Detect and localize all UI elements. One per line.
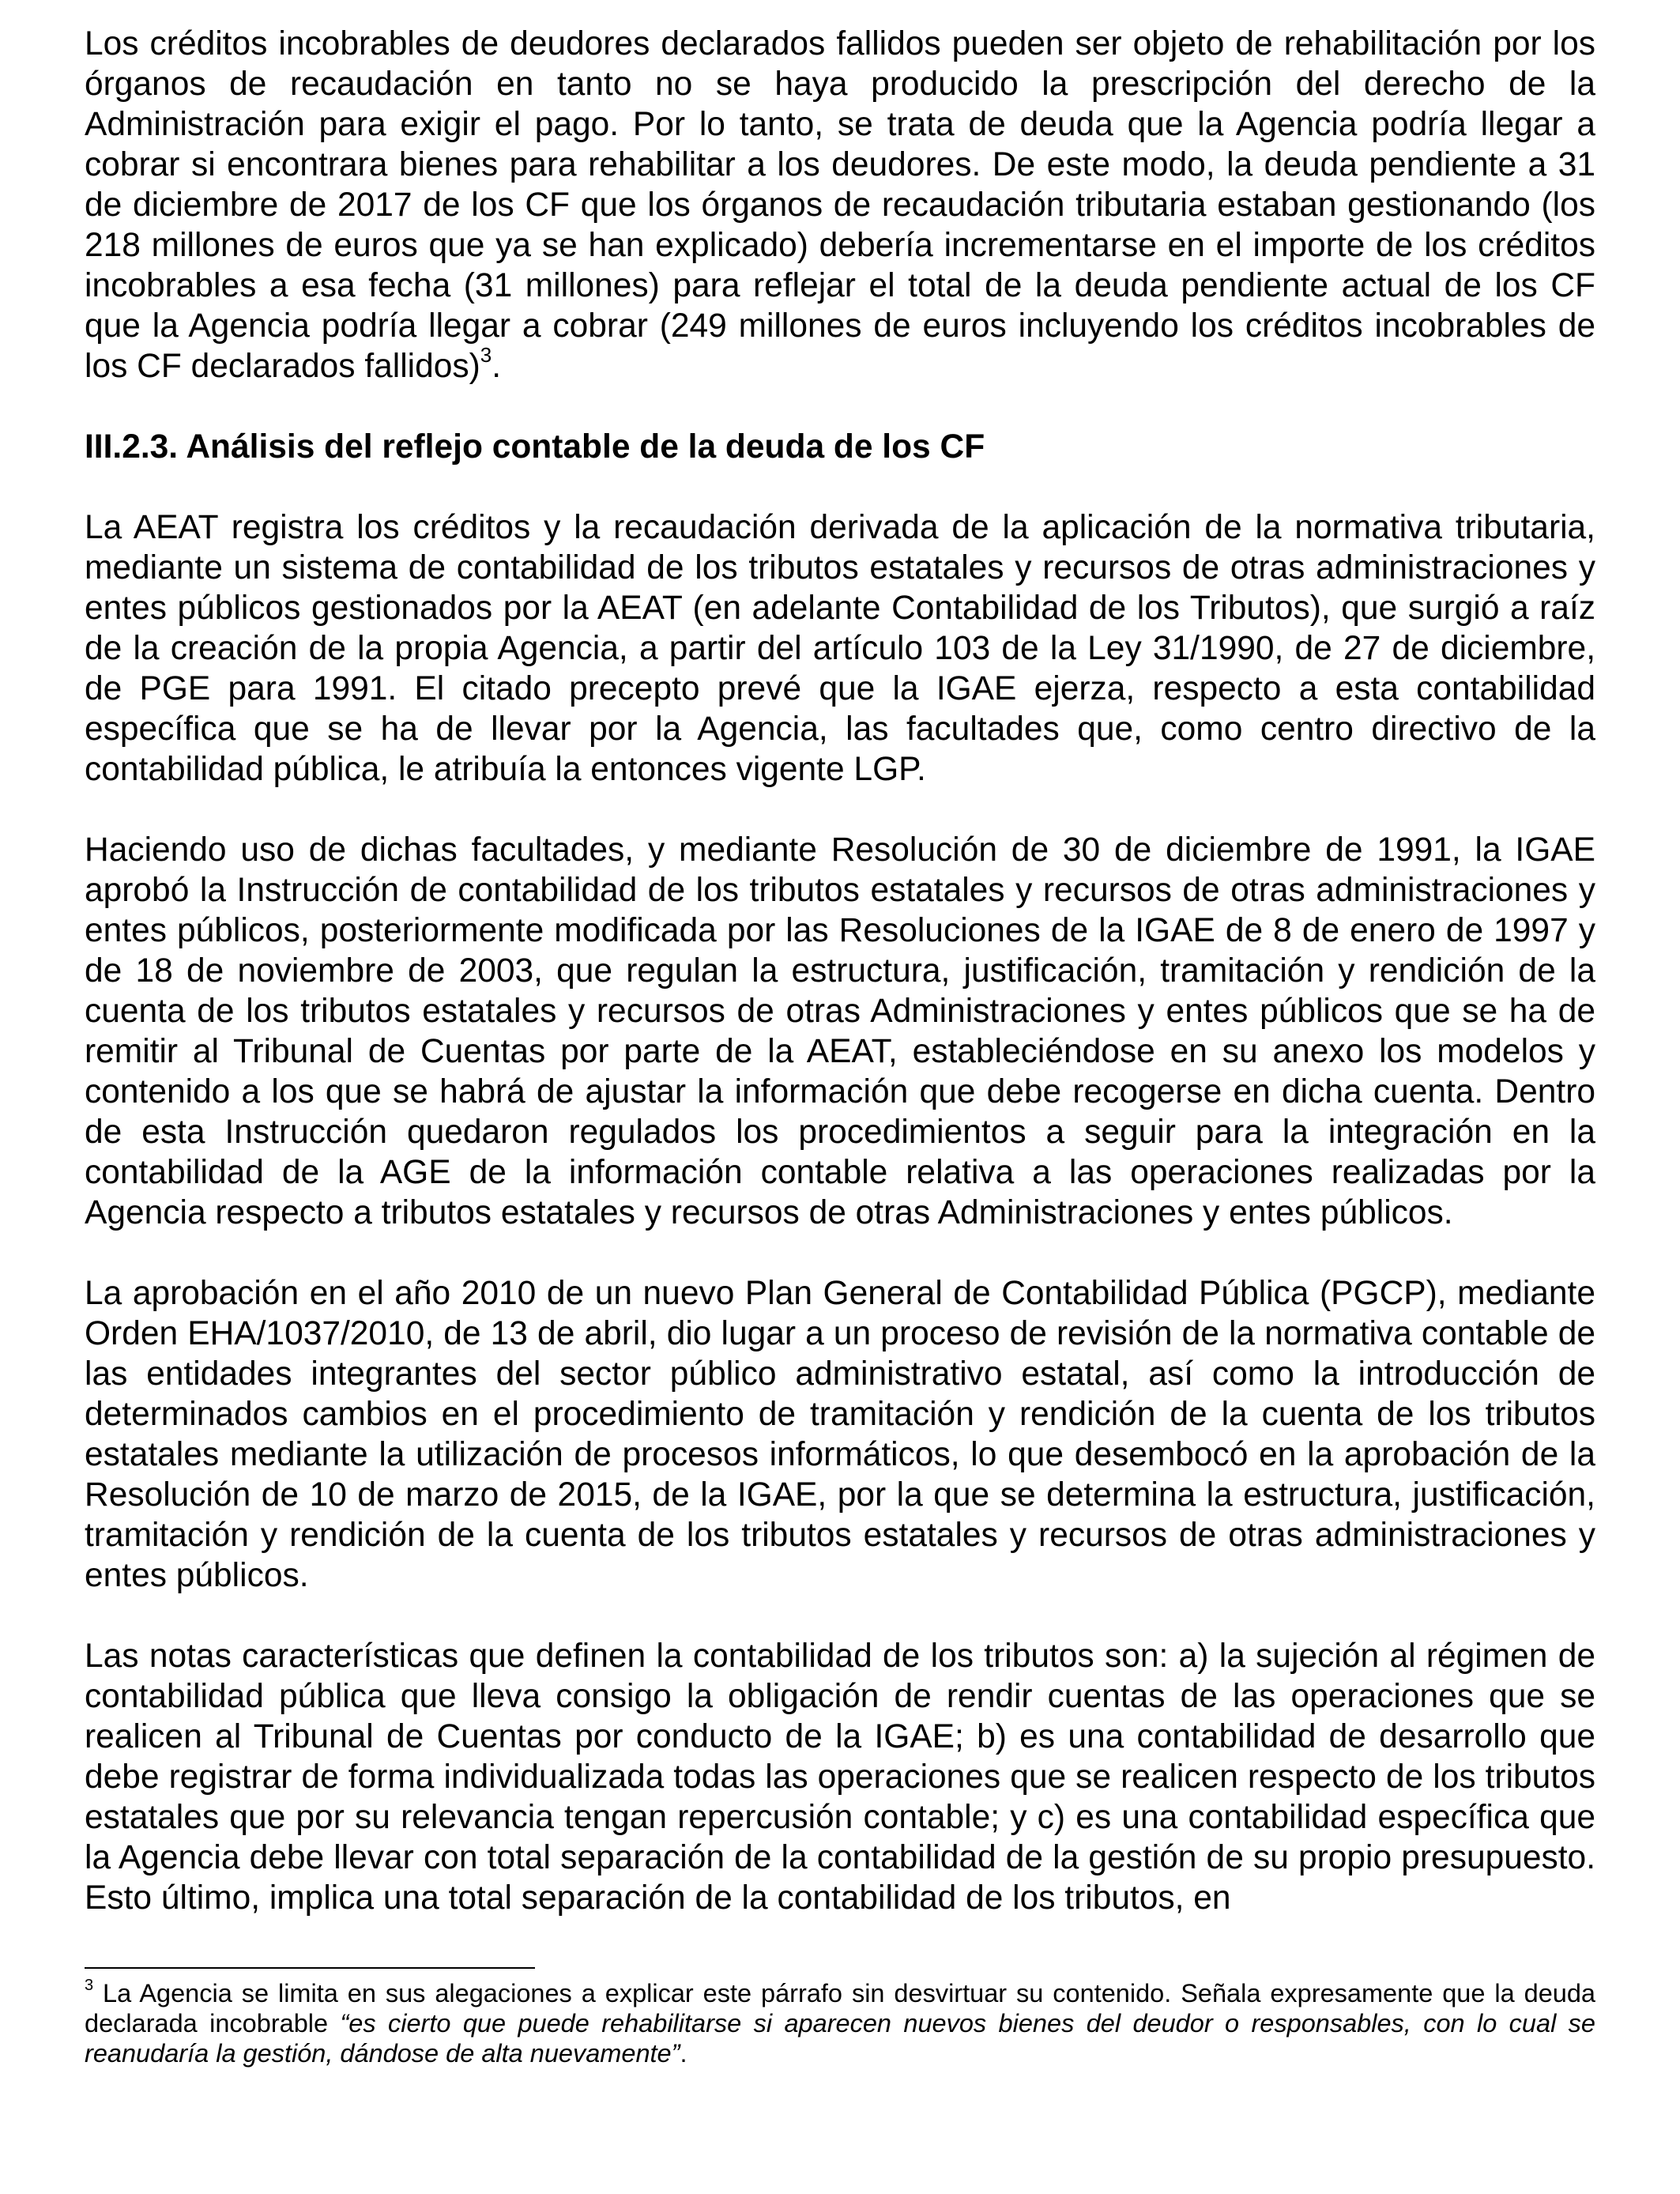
paragraph-aeat-registry: La AEAT registra los créditos y la recaudación derivada de la aplicación de la normativa tributaria, mediante un sistema de contabilidad de los tributos estatales y recursos de otras administraciones y entes públicos gestionados por la AEAT (en adelante Contabilidad de los Tributos), que surgió a raíz de la creación de la propia Agencia, a partir del artículo 103 de la Ley 31/1990, de 27 de diciembre, de PGE para 1991. El citado precepto prevé que la IGAE ejerza, respecto a esta contabilidad específica que se ha de llevar por la Agencia, las facultades que, como centro directivo de la contabilidad pública, le atribuía la entonces vigente LGP.: [85, 509, 1595, 788]
paragraph-characteristics: Las notas características que definen la contabilidad de los tributos son: a) la sujeción al régimen de contabilidad pública que lleva consigo la obligación de rendir cuentas de las operaciones que se realicen al Tribunal de Cuentas por conducto de la IGAE; b) es una contabilidad de desarrollo que debe registrar de forma individualizada todas las operaciones que se realicen respecto de los tributos estatales que por su relevancia tengan repercusión contable; y c) es una contabilidad específica que la Agencia debe llevar con total separación de la contabilidad de la gestión de su propio presupuesto. Esto último, implica una total separación de la contabilidad de los tributos, en: [85, 1638, 1595, 1917]
footnote-separator: [85, 1967, 535, 1969]
footnote-quote: “es cierto que puede rehabilitarse si aparecen nuevos bienes del deudor o responsables, con lo cual se reanudaría la gestión, dándose de alta nuevamente”: [85, 2009, 1595, 2068]
document-body: [85, 24, 1595, 1918]
paragraph-rehabilitation: [85, 24, 1595, 386]
footnote-text: La Agencia se limita en sus alegaciones a explicar este párrafo sin desvirtuar su contenido. Señala expresamente que la deuda declarada incobrable: [85, 1979, 1595, 2038]
footnote: [85, 1978, 1595, 2068]
paragraph-text: Los créditos incobrables de deudores declarados fallidos pueden ser objeto de rehabilitación por los órganos de recaudación en tanto no se haya producido la prescripción del derecho de la Administración para exigir el pago. Por lo tanto, se trata de deuda que la Agencia podría llegar a cobrar si encontrara bienes para rehabilitar a los deudores. De este modo, la deuda pendiente a 31 de diciembre de 2017 de los CF que los órganos de recaudación tributaria estaban gestionando (los 218 millones de euros que ya se han explicado) debería incrementarse en el importe de los créditos incobrables a esa fecha (31 millones) para reflejar el total de la deuda pendiente actual de los CF que la Agencia podría llegar a cobrar (249 millones de euros incluyendo los créditos incobrables de los CF declarados fallidos): [85, 25, 1595, 385]
paragraph-end: .: [492, 348, 502, 385]
section-heading: III.2.3. Análisis del reflejo contable de la deuda de los CF: [85, 428, 985, 466]
paragraph-igae-resolution: Haciendo uso de dichas facultades, y mediante Resolución de 30 de diciembre de 1991, la IGAE aprobó la Instrucción de contabilidad de los tributos estatales y recursos de otras administraciones y entes públicos, posteriormente modificada por las Resoluciones de la IGAE de 8 de enero de 1997 y de 18 de noviembre de 2003, que regulan la estructura, justificación, tramitación y rendición de la cuenta de los tributos estatales y recursos de otras Administraciones y entes públicos que se ha de remitir al Tribunal de Cuentas por parte de la AEAT, estableciéndose en su anexo los modelos y contenido a los que se habrá de ajustar la información que debe recogerse en dicha cuenta. Dentro de esta Instrucción quedaron regulados los procedimientos a seguir para la integración en la contabilidad de la AGE de la información contable relativa a las operaciones realizadas por la Agencia respecto a tributos estatales y recursos de otras Administraciones y entes públicos.: [85, 831, 1595, 1231]
paragraph-pgcp: La aprobación en el año 2010 de un nuevo Plan General de Contabilidad Pública (PGCP), mediante Orden EHA/1037/2010, de 13 de abril, dio lugar a un proceso de revisión de la normativa contable de las entidades integrantes del sector público administrativo estatal, así como la introducción de determinados cambios en el procedimiento de tramitación y rendición de la cuenta de los tributos estatales mediante la utilización de procesos informáticos, lo que desembocó en la aprobación de la Resolución de 10 de marzo de 2015, de la IGAE, por la que se determina la estructura, justificación, tramitación y rendición de la cuenta de los tributos estatales y recursos de otras administraciones y entes públicos.: [85, 1275, 1595, 1594]
footnote-reference[interactable]: 3: [480, 342, 492, 367]
footnote-number: 3: [85, 1977, 94, 1995]
footnote-end: .: [680, 2039, 687, 2068]
